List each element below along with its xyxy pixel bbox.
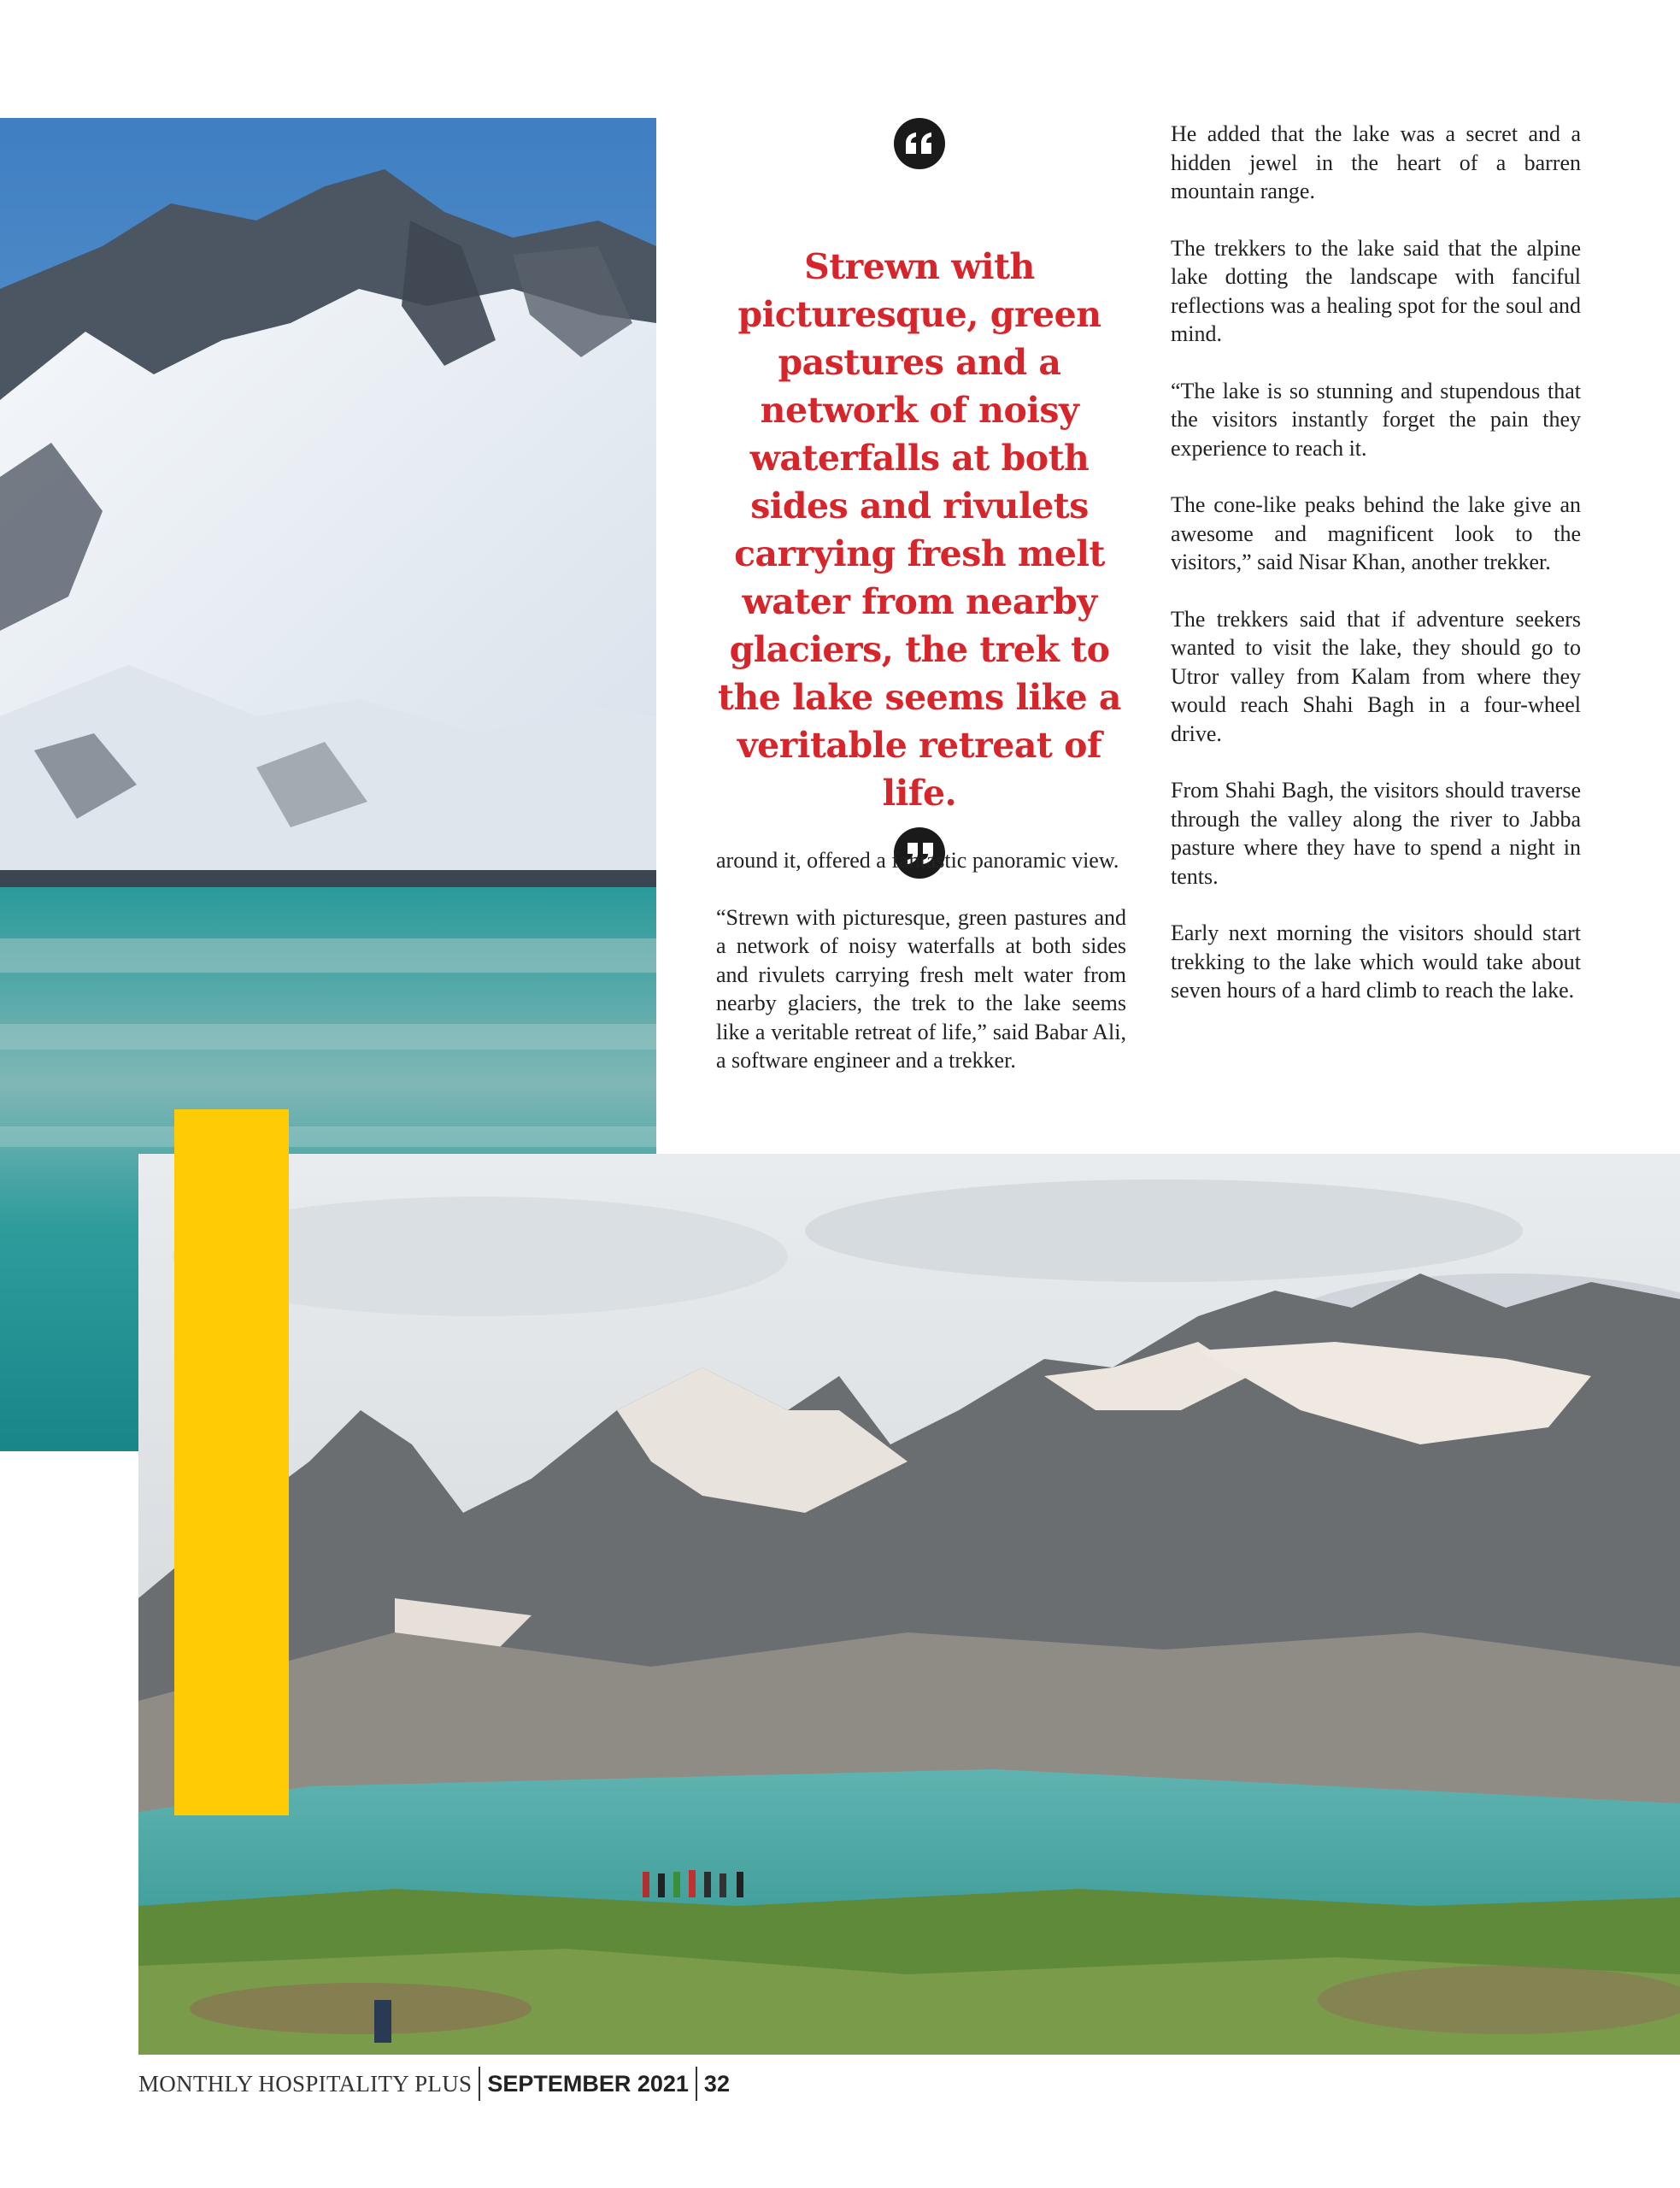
- magazine-name: MONTHLY HOSPITALITY PLUS: [138, 2070, 473, 2097]
- accent-bar: [174, 1109, 289, 1815]
- page-number: 32: [703, 2070, 730, 2097]
- pull-quote-text: Strewn with picturesque, green pastures and a network of noisy waterfalls at both sides and rivulets carrying fresh melt water from nearby glaciers, the trek to the lake seems like a veritable retreat of life.: [718, 246, 1121, 814]
- article-column-middle: [716, 846, 1126, 1103]
- issue-date: SEPTEMBER 2021: [487, 2070, 689, 2097]
- pull-quote: [706, 118, 1133, 879]
- lake-with-trekkers-photo: [138, 1154, 1680, 2055]
- paragraph: “The lake is so stunning and stupendous that the visitors instantly forget the pain they experience to reach it.: [1171, 378, 1581, 461]
- paragraph: He added that the lake was a secret and a hidden jewel in the heart of a barren mountain range.: [1171, 121, 1581, 203]
- paragraph: The trekkers to the lake said that the alpine lake dotting the landscape with fanciful reflections was a healing spot for the soul and mind.: [1171, 235, 1581, 346]
- paragraph: From Shahi Bagh, the visitors should traverse through the valley along the river to Jabba pasture where they have to spend a night in tents.: [1171, 778, 1581, 889]
- quote-open-icon: [894, 118, 945, 169]
- footer-divider: [479, 2067, 480, 2101]
- paragraph: The trekkers said that if adventure seekers wanted to visit the lake, they should go to Utror valley from Kalam from where they would reach Shahi Bagh in a four-wheel drive.: [1171, 606, 1581, 746]
- paragraph: Early next morning the visitors should start trekking to the lake which would take about seven hours of a hard climb to reach the lake.: [1171, 920, 1581, 1003]
- paragraph: The cone-like peaks behind the lake give an awesome and magnificent look to the visitors,” said Nisar Khan, another trekker.: [1171, 492, 1581, 574]
- paragraph: around it, offered a fantastic panoramic view.: [716, 848, 1119, 873]
- page-footer: [138, 2067, 730, 2101]
- footer-divider: [696, 2067, 697, 2101]
- article-column-right: [1171, 120, 1581, 1033]
- paragraph: “Strewn with picturesque, green pastures and a network of noisy waterfalls at both sides and rivulets carrying fresh melt water from nearby glaciers, the trek to the lake seems like a veritable retreat of life,” said Babar Ali, a software engineer and a trekker.: [716, 904, 1126, 1073]
